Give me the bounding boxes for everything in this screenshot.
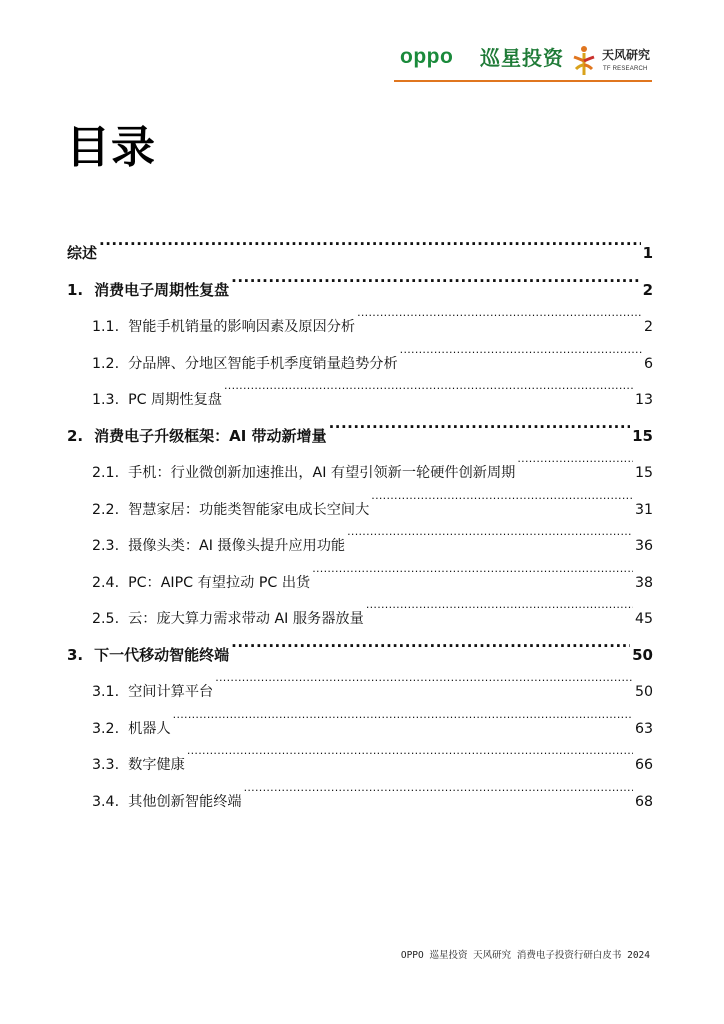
toc-entry-label: 数字健康: [128, 757, 185, 773]
toc-entry-page-number: 15: [634, 465, 653, 481]
toc-dot-leader: [244, 770, 633, 806]
toc-entry-number: 1.1.: [92, 319, 120, 335]
toc-entry-page-number: 50: [632, 645, 653, 664]
toc-dot-leader: [329, 405, 631, 441]
xunxing-logo-text: 巡星投资: [480, 46, 564, 70]
toc-entry[interactable]: [67, 222, 653, 262]
toc-entry-label: PC：AIPC 有望拉动 PC 出货: [128, 574, 311, 591]
toc-entry[interactable]: [92, 332, 653, 372]
toc-entry-label: 云：庞大算力需求带动 AI 服务器放量: [128, 611, 364, 627]
toc-entry-label: 智能手机销量的影响因素及原因分析: [128, 319, 356, 335]
toc-entry-label: 消费电子升级框架：AI 带动新增量: [94, 426, 327, 445]
toc-entry[interactable]: [67, 405, 653, 445]
toc-entry-page-number: 66: [634, 757, 653, 773]
toc-entry[interactable]: [92, 733, 653, 773]
toc-entry-number: 2.5.: [92, 611, 120, 627]
tianfeng-logo-text: 天风研究: [602, 48, 651, 62]
page-header: [0, 0, 724, 85]
toc-entry-number: 2.4.: [92, 574, 120, 591]
toc-entry-page-number: 31: [634, 501, 653, 518]
toc-entry[interactable]: [92, 295, 653, 335]
toc-entry-page-number: 2: [642, 280, 653, 299]
toc-entry-number: 3.1.: [92, 684, 120, 700]
tianfeng-logo-icon: [571, 45, 597, 77]
toc-entry-page-number: 63: [634, 720, 653, 737]
toc-entry-label: 空间计算平台: [128, 684, 214, 700]
toc-dot-leader: [371, 478, 633, 514]
toc-dot-leader: [517, 441, 633, 477]
toc-entry-number: 3.3.: [92, 757, 120, 773]
toc-entry[interactable]: [92, 441, 653, 481]
toc-entry[interactable]: [67, 624, 653, 664]
toc-dot-leader: [231, 259, 640, 295]
toc-entry-number: 1.2.: [92, 355, 120, 372]
toc-dot-leader: [400, 332, 642, 368]
toc-dot-leader: [366, 587, 633, 623]
toc-entry-number: 2.2.: [92, 501, 120, 518]
toc-dot-leader: [357, 295, 642, 331]
toc-entry[interactable]: [92, 770, 653, 810]
toc-entry-label: 分品牌、分地区智能手机季度销量趋势分析: [128, 355, 398, 372]
toc-entry-number: 2.3.: [92, 538, 120, 554]
toc-entry-page-number: 38: [634, 574, 653, 591]
toc-entry-page-number: 15: [632, 426, 653, 445]
toc-entry-page-number: 1: [642, 244, 653, 262]
toc-entry-page-number: 45: [634, 611, 653, 627]
toc-dot-leader: [312, 551, 633, 587]
toc-dot-leader: [224, 368, 633, 404]
toc-entry-number: 3.4.: [92, 793, 120, 810]
toc-entry-label: 智慧家居：功能类智能家电成长空间大: [128, 501, 370, 518]
toc-entry-label: 机器人: [128, 720, 171, 737]
toc-entry[interactable]: [92, 514, 653, 554]
oppo-logo: oppo: [400, 45, 454, 68]
toc-entry[interactable]: [67, 259, 653, 299]
toc-entry-number: 1.: [67, 280, 84, 299]
toc-dot-leader: [187, 733, 633, 769]
toc-entry-page-number: 2: [643, 319, 653, 335]
toc-entry[interactable]: [92, 478, 653, 518]
tianfeng-logo-subtext: TF RESEARCH: [603, 66, 648, 72]
toc-entry-number: 3.: [67, 645, 84, 664]
toc-entry-label: 摄像头类：AI 摄像头提升应用功能: [128, 538, 346, 554]
toc-entry-page-number: 6: [643, 355, 653, 372]
toc-dot-leader: [347, 514, 633, 550]
toc-entry-label: PC 周期性复盘: [128, 392, 222, 408]
toc-entry[interactable]: [92, 660, 653, 700]
toc-entry-number: 1.3.: [92, 392, 120, 408]
toc-entry-page-number: 13: [634, 392, 653, 408]
toc-entry[interactable]: [92, 697, 653, 737]
toc-entry-page-number: 68: [634, 793, 653, 810]
toc-dot-leader: [215, 660, 633, 696]
toc-entry-page-number: 36: [634, 538, 653, 554]
toc-entry[interactable]: [92, 587, 653, 627]
toc-entry-label: 手机：行业微创新加速推出，AI 有望引领新一轮硬件创新周期: [128, 465, 516, 481]
page-title: 目录: [66, 122, 156, 173]
toc-entry-number: 2.: [67, 426, 84, 445]
toc-entry-label: 消费电子周期性复盘: [94, 280, 230, 299]
toc-dot-leader: [99, 222, 641, 258]
header-divider: [394, 80, 652, 82]
toc-entry[interactable]: [92, 551, 653, 591]
toc-entry-number: 3.2.: [92, 720, 120, 737]
toc-entry-label: 综述: [67, 244, 98, 262]
toc-dot-leader: [231, 624, 630, 660]
toc-entry-label: 其他创新智能终端: [128, 793, 242, 810]
toc-dot-leader: [173, 697, 633, 733]
toc-entry-number: 2.1.: [92, 465, 120, 481]
toc-entry-label: 下一代移动智能终端: [94, 645, 230, 664]
page-footer: OPPO 巡星投资 天风研究 消费电子投资行研白皮书 2024: [400, 950, 650, 961]
toc-entry[interactable]: [92, 368, 653, 408]
toc-entry-page-number: 50: [634, 684, 653, 700]
